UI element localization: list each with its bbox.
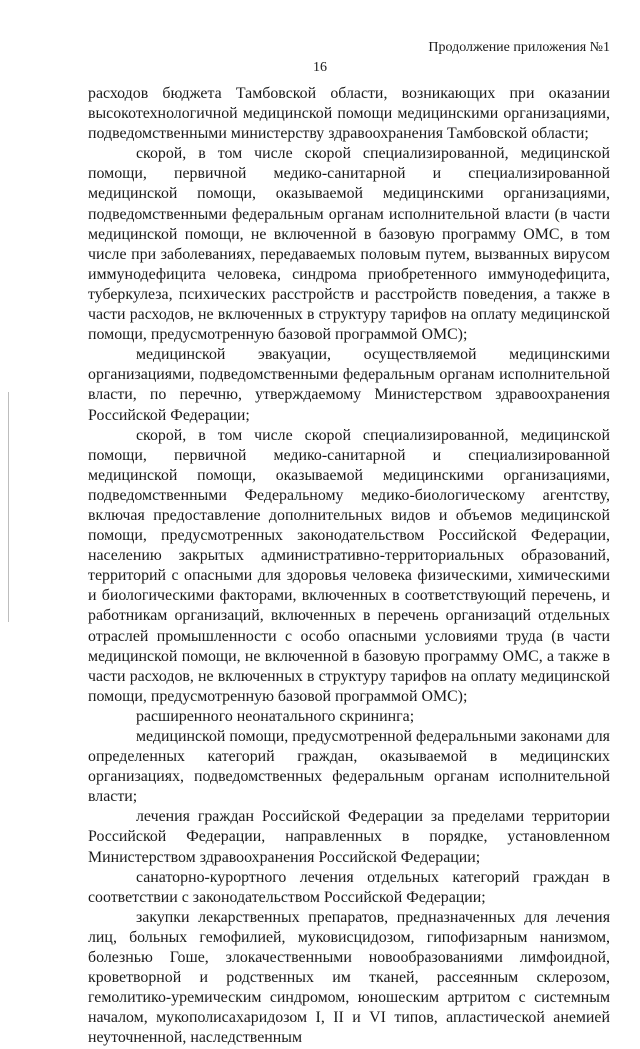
scan-margin-mark <box>8 392 9 622</box>
paragraph-3: медицинской эвакуации, осуществляемой медицинскими организациями, подведомственными федеральным органам исполнительной власти, по перечню, утверждаемому Министерством здравоохранения Российской Федерации; <box>88 346 610 424</box>
page-number: 16 <box>313 60 327 75</box>
paragraph-5: расширенного неонатального скрининга; <box>136 707 415 725</box>
paragraph-8: санаторно-курортного лечения отдельных категорий граждан в соответствии с законодательством Российской Федерации; <box>88 868 610 906</box>
paragraph-4: скорой, в том числе скорой специализированной, медицинской помощи, первичной медико-санитарной и специализированной медицинской помощи, оказываемой медицинскими организациями, подведомственными Федеральному медико-биологическому агентству, включая предоставление дополнительных видов и объемов медицинской помощи, предусмотренных законодательством Российской Федерации, населению закрытых административно-территориальных образований, территорий с опасными для здоровья человека физическими, химическими и биологическими факторами, включенных в соответствующий перечень, и работникам организаций, включенных в перечень организаций отдельных отраслей промышленности с особо опасными условиями труда (в части медицинской помощи, не включенной в базовую программу ОМС, а также в части расходов, не включенных в структуру тарифов на оплату медицинской помощи, предусмотренную базовой программой ОМС); <box>88 426 610 705</box>
paragraph-7: лечения граждан Российской Федерации за пределами территории Российской Федерации, направленных в порядке, установленном Министерством здравоохранения Российской Федерации; <box>88 808 610 866</box>
paragraph-6: медицинской помощи, предусмотренной федеральными законами для определенных категорий граждан, оказываемой в медицинских организациях, подведомственных федеральным органам исполнительной власти; <box>88 728 610 806</box>
document-body <box>88 84 610 1049</box>
paragraph-9: закупки лекарственных препаратов, предназначенных для лечения лиц, больных гемофилией, муковисцидозом, гипофизарным нанизмом, болезнью Гоше, злокачественными новообразованиями лимфоидной, кроветворной и родственных им тканей, рассеянным склерозом, гемолитико-уремическим синдромом, юношеским артритом с системным началом, мукополисахаридозом I, II и VI типов, апластической анемией неуточненной, наследственным <box>88 908 610 1047</box>
appendix-continuation-note: Продолжение приложения №1 <box>428 40 610 55</box>
paragraph-1: расходов бюджета Тамбовской области, возникающих при оказании высокотехнологичной медицинской помощи медицинскими организациями, подведомственными министерству здравоохранения Тамбовской области; <box>88 85 610 143</box>
paragraph-2: скорой, в том числе скорой специализированной, медицинской помощи, первичной медико-санитарной и специализированной медицинской помощи, оказываемой медицинскими организациями, подведомственными федеральным органам исполнительной власти (в части медицинской помощи, не включенной в базовую программу ОМС, в том числе при заболеваниях, передаваемых половым путем, вызванных вирусом иммунодефицита человека, синдрома приобретенного иммунодефицита, туберкулеза, психических расстройств и расстройств поведения, а также в части расходов, не включенных в структуру тарифов на оплату медицинской помощи, предусмотренную базовой программой ОМС); <box>88 145 610 344</box>
